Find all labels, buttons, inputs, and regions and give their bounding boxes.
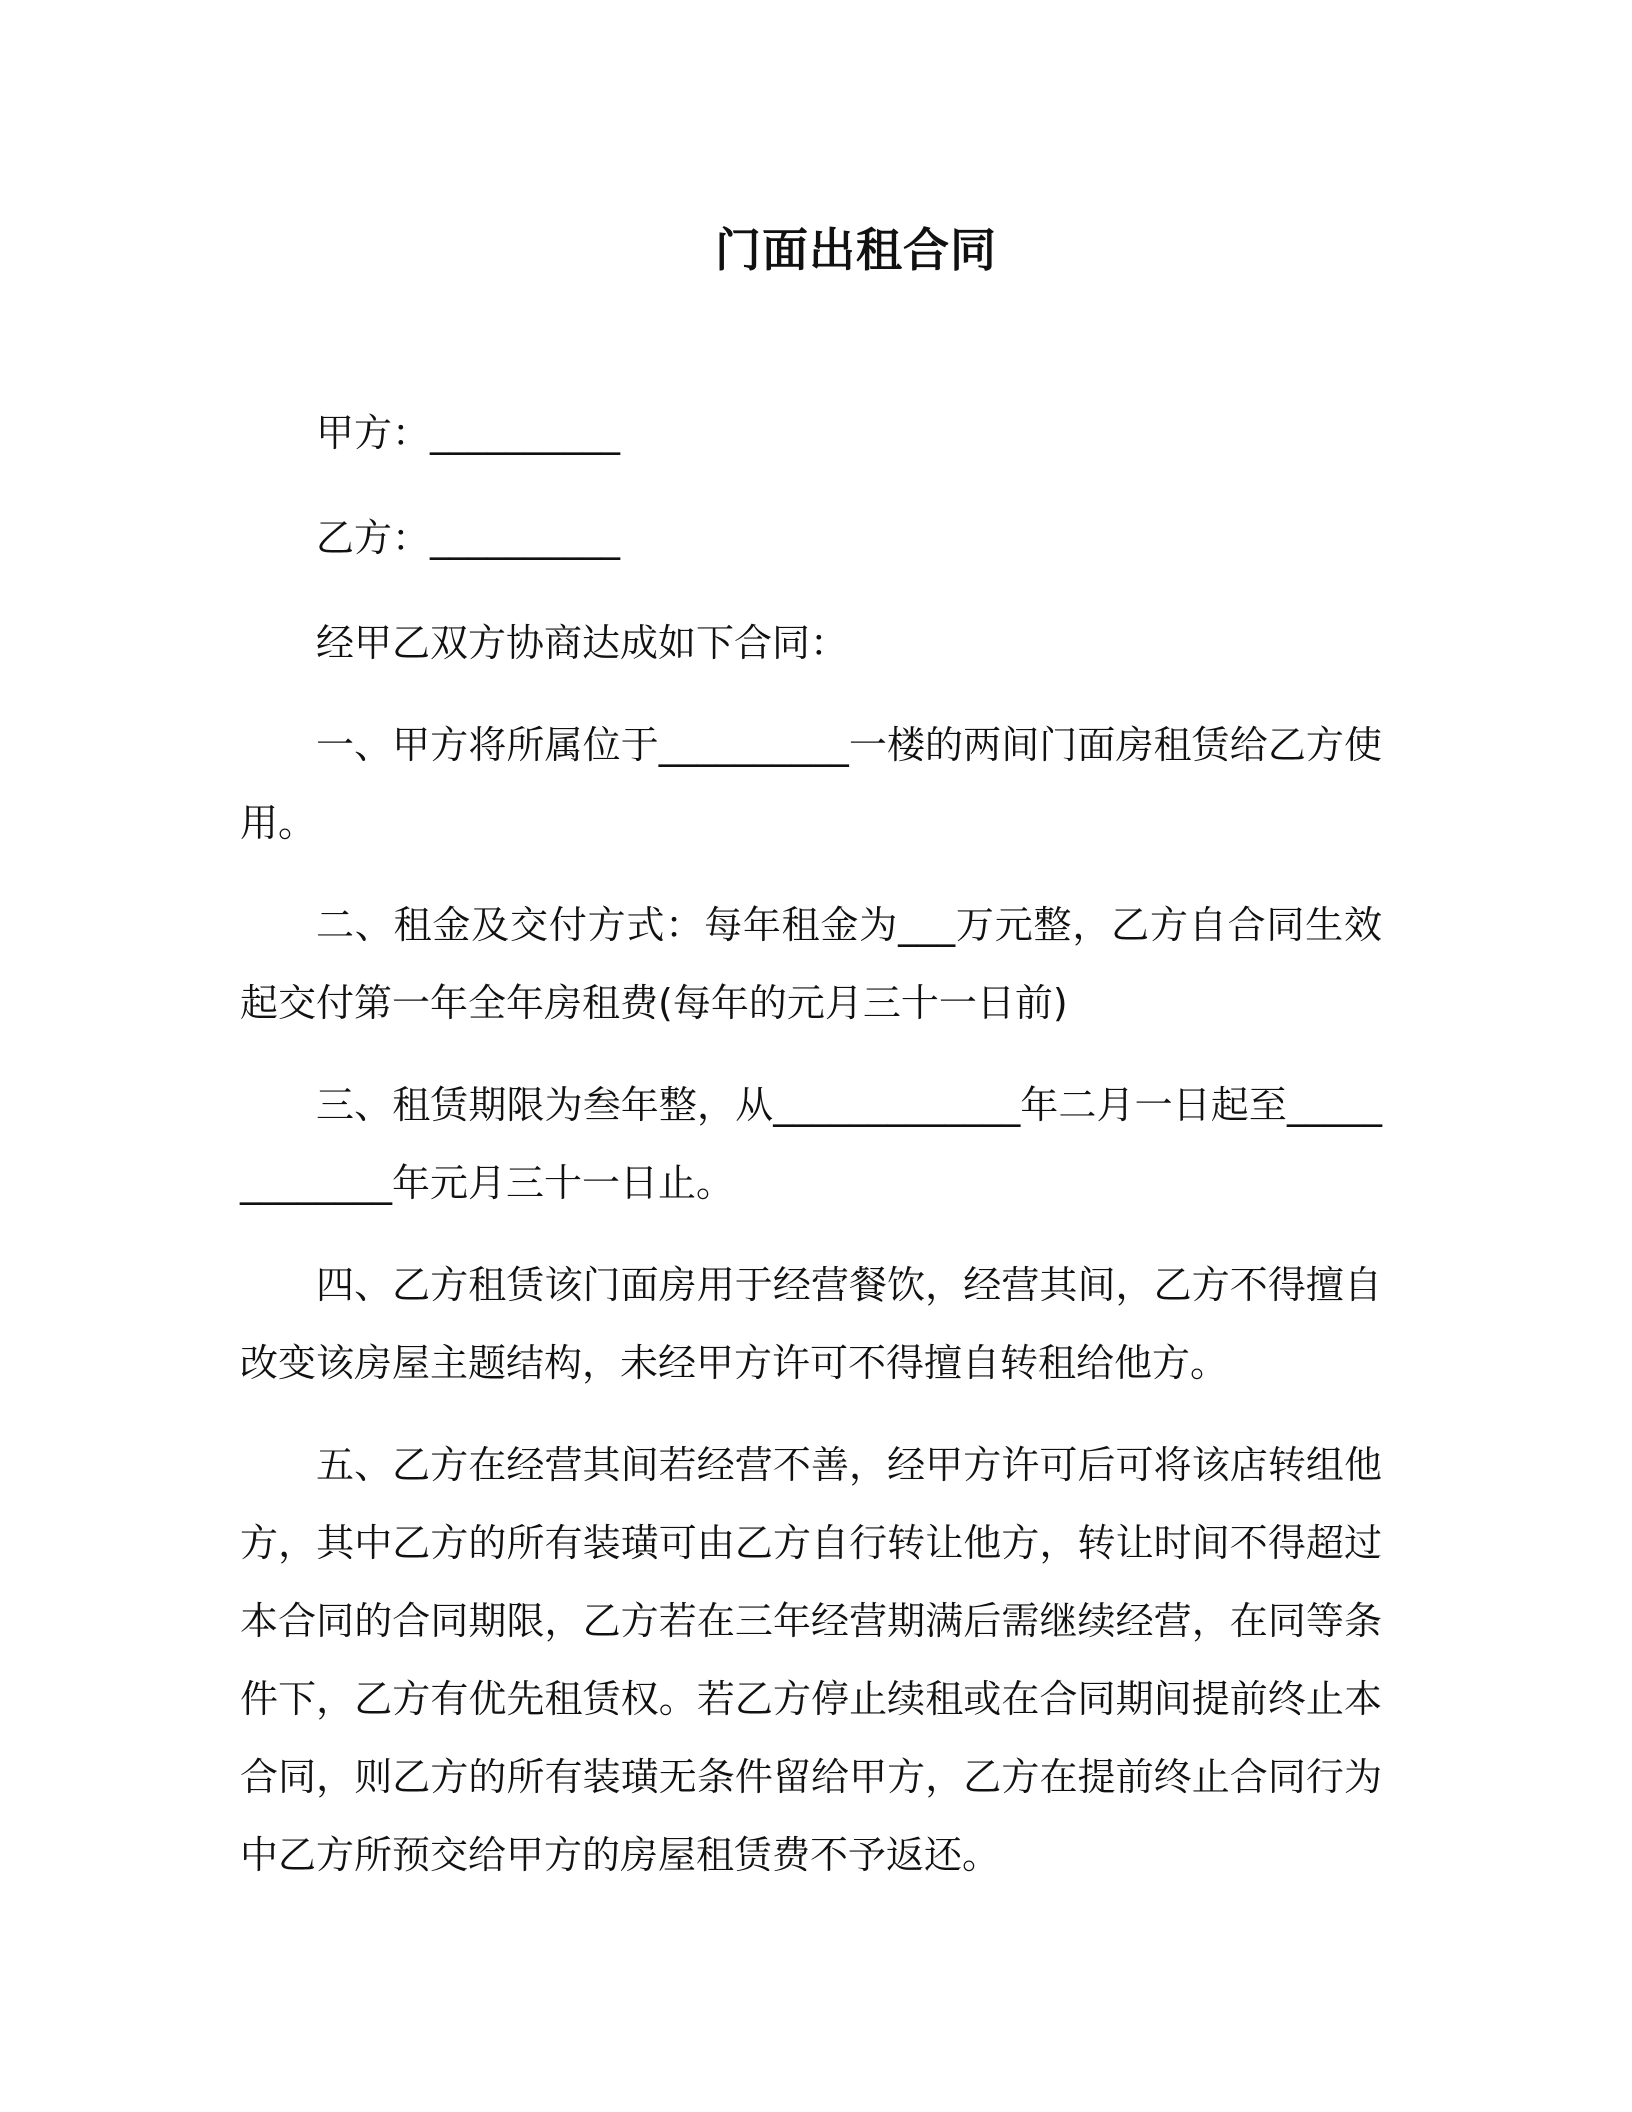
intro-paragraph: 经甲乙双方协商达成如下合同： [316, 621, 849, 665]
party-a-line: 甲方：__________ [316, 411, 621, 455]
document-title: 门面出租合同 [715, 223, 997, 277]
clause-2: 二、租金及交付方式：每年租金为___万元整，乙方自合同生效起交付第一年全年房租费(每年的元月三十一日前) [240, 903, 1382, 1025]
clause-5: 五、乙方在经营其间若经营不善，经甲方许可后可将该店转组他方，其中乙方的所有装璜可由乙方自行转让他方，转让时间不得超过本合同的合同期限，乙方若在三年经营期满后需继续经营，在同等条件下，乙方有优先租赁权。若乙方停止续租或在合同期间提前终止本合同，则乙方的所有装璜无条件留给甲方，乙方在提前终止合同行为中乙方所预交给甲方的房屋租赁费不予返还。 [240, 1443, 1382, 1877]
party-b-line: 乙方：__________ [316, 516, 621, 560]
clause-4: 四、乙方租赁该门面房用于经营餐饮，经营其间，乙方不得擅自改变该房屋主题结构，未经甲方许可不得擅自转租给他方。 [240, 1263, 1382, 1385]
clause-1: 一、甲方将所属位于__________一楼的两间门面房租赁给乙方使用。 [240, 723, 1382, 845]
clause-3: 三、租赁期限为叁年整，从_____________年二月一日起至_____________年元月三十一日止。 [240, 1083, 1382, 1205]
contract-body [240, 394, 1382, 1918]
